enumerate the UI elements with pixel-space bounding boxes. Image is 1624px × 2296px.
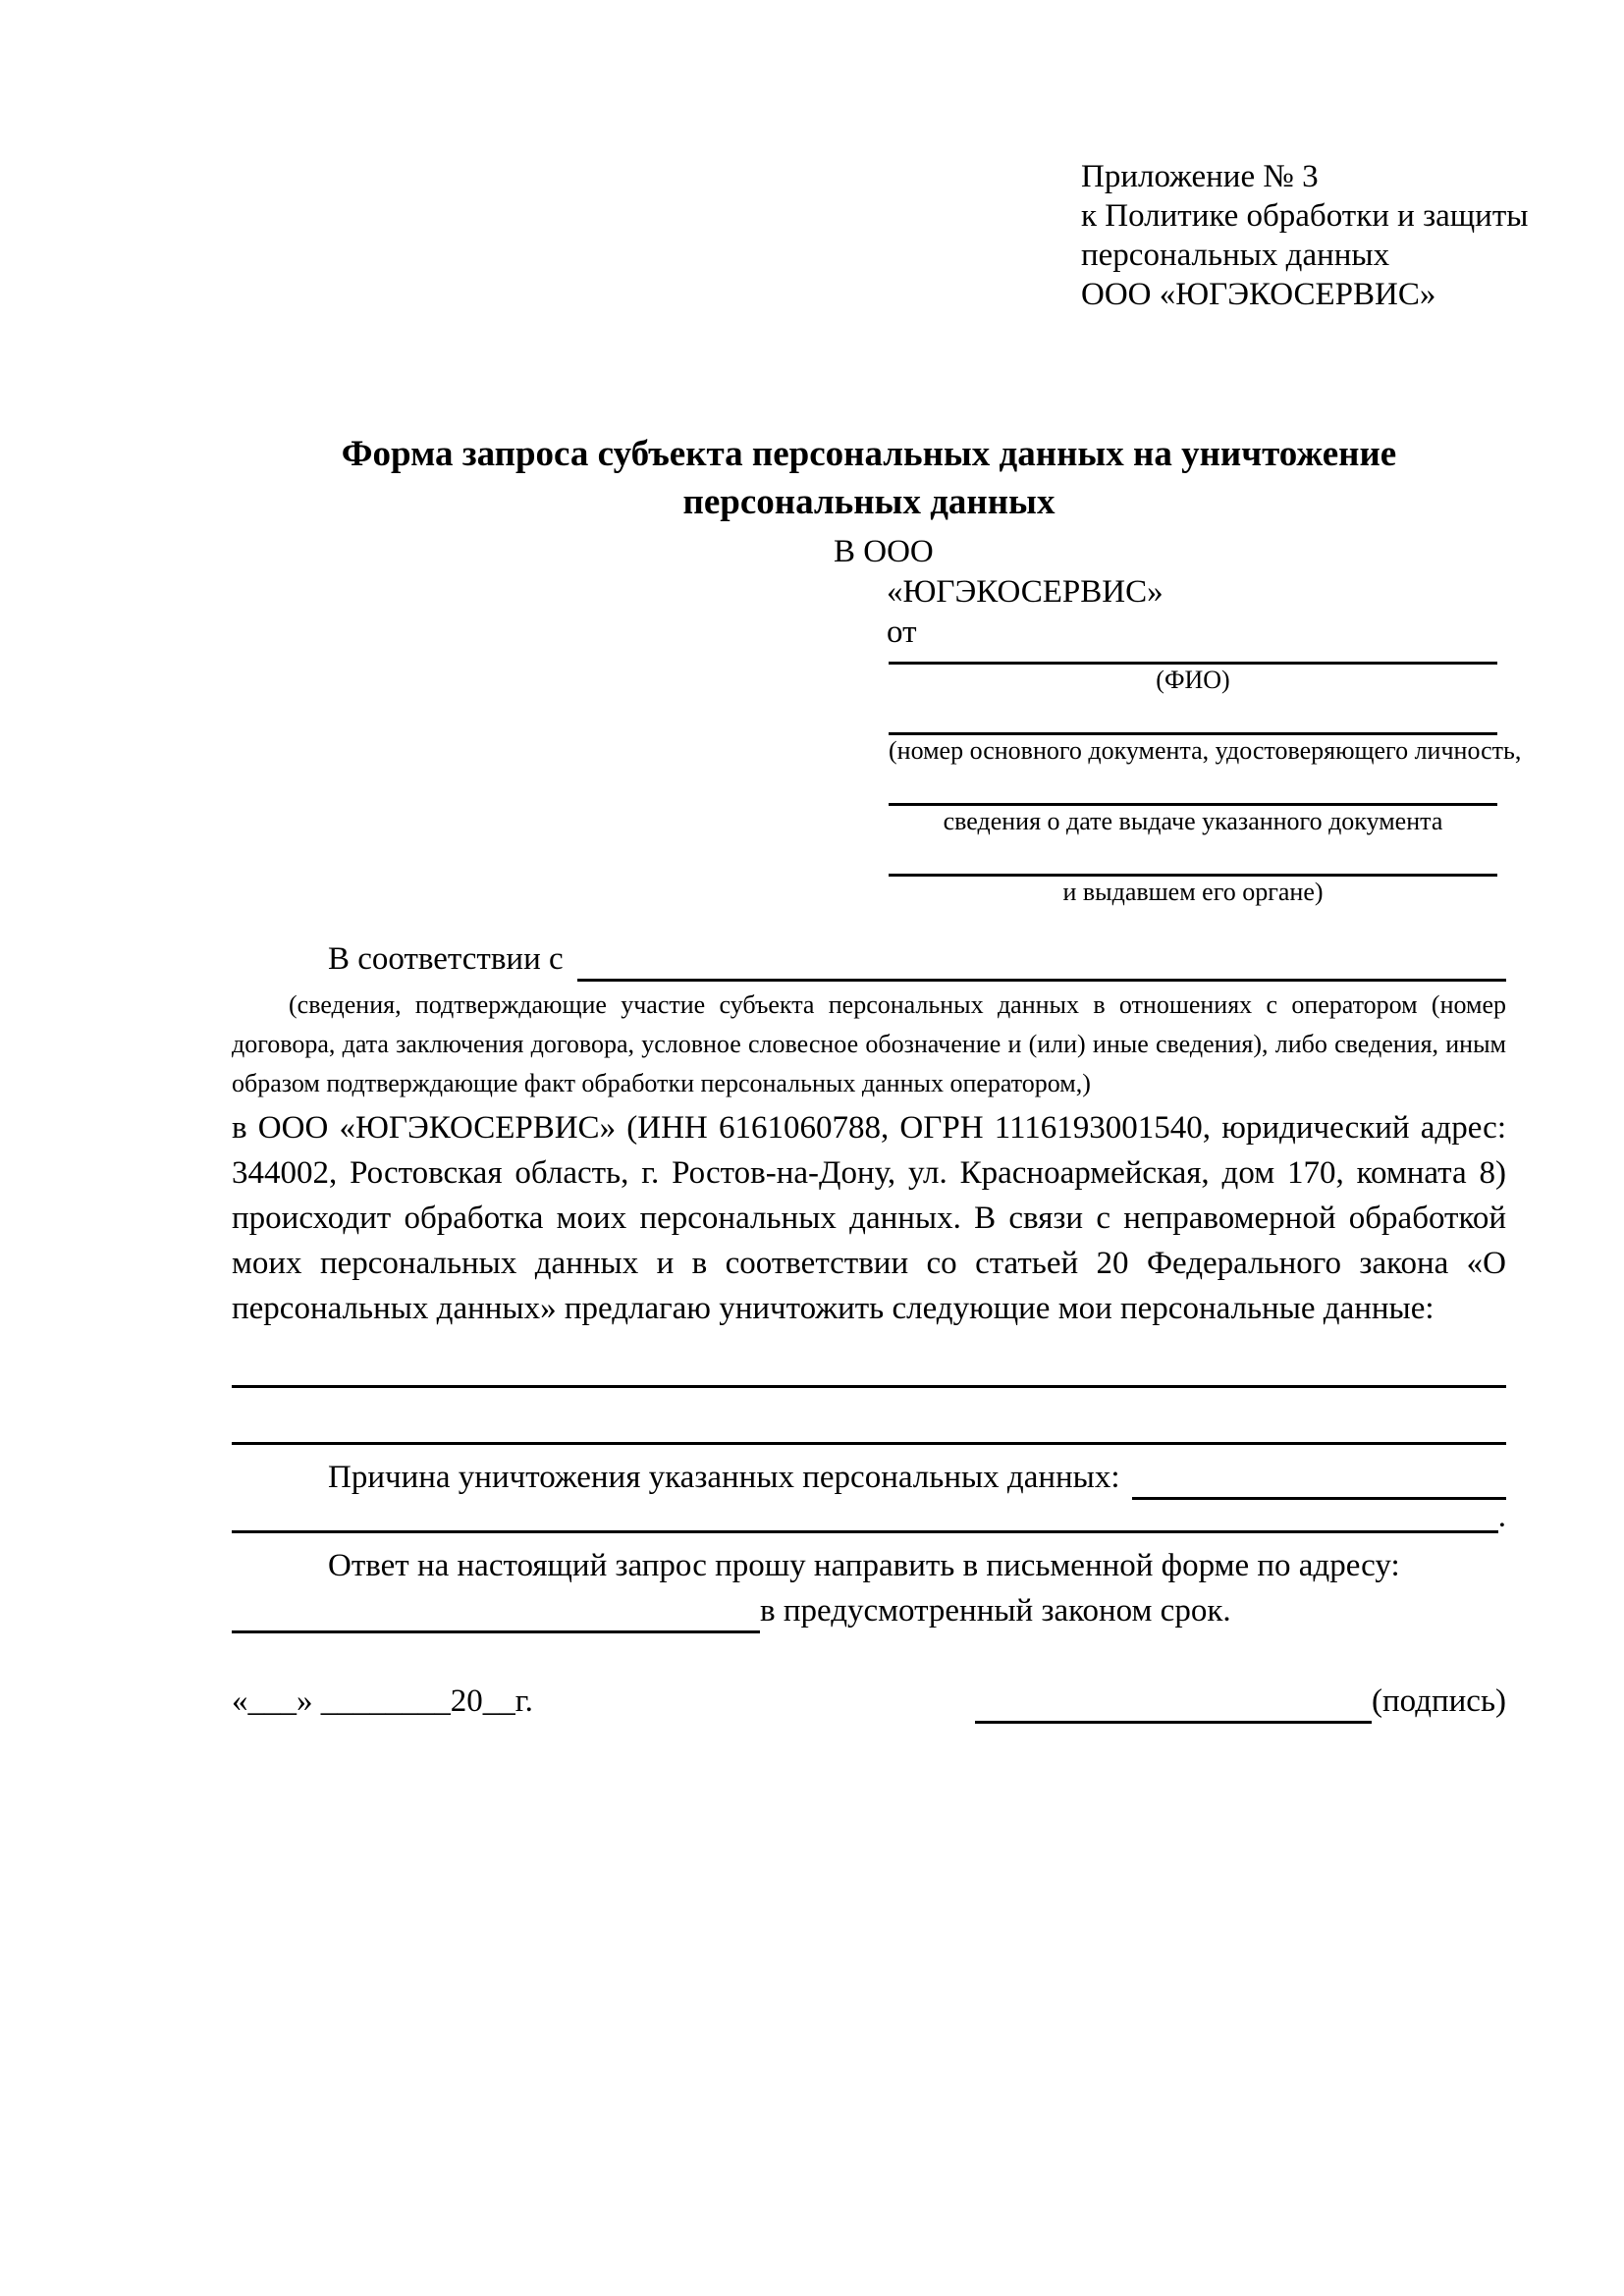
accordance-row xyxy=(232,936,1506,982)
reason-continuation-row xyxy=(232,1500,1506,1533)
body-paragraph: в ООО «ЮГЭКОСЕРВИС» (ИНН 6161060788, ОГРН 1116193001540, юридический адрес: 344002, Ростовская область, г. Ростов-на-Дону, ул. Красноармейская, дом 170, комната 8) происходит обработка моих персональных данных. В связи с неправомерной обработкой моих персональных данных и в соответствии со статьей 20 Федерального закона «О персональных данных» предлагаю уничтожить следующие мои персональные данные: xyxy=(232,1110,1506,1326)
issuing-authority-blank-line xyxy=(889,836,1497,877)
appendix-header-line: к Политике обработки и защиты xyxy=(1081,198,1529,234)
addressee-org-name: «ЮГЭКОСЕРВИС» xyxy=(887,574,1164,610)
reason-row xyxy=(232,1455,1506,1500)
accordance-blank-line xyxy=(577,936,1506,982)
reason-blank-line xyxy=(1132,1455,1506,1500)
fio-blank-line xyxy=(889,653,1497,665)
signature-caption: (подпись) xyxy=(1372,1683,1506,1719)
fio-caption: (ФИО) xyxy=(1156,666,1230,694)
paragraph-indent xyxy=(232,1455,328,1500)
addressee-from-label: от xyxy=(887,614,917,650)
address-blank-line xyxy=(232,1593,760,1633)
data-blank-line-2 xyxy=(232,1388,1506,1445)
response-suffix: в предусмотренный законом срок. xyxy=(760,1593,1231,1629)
response-paragraph: Ответ на настоящий запрос прошу направить в письменной форме по адресу: xyxy=(328,1548,1400,1583)
appendix-header-line: Приложение № 3 xyxy=(1081,159,1319,194)
date-blank: «___» ________20__г. xyxy=(232,1683,533,1719)
signature-blank-line xyxy=(975,1683,1372,1724)
paragraph-indent xyxy=(232,936,328,982)
document-title: Форма запроса субъекта персональных данных на уничтожение персональных данных xyxy=(341,434,1397,522)
applicant-fields xyxy=(889,653,1522,907)
gap xyxy=(564,936,577,982)
accordance-lead: В соответствии с xyxy=(328,941,564,977)
signature-group xyxy=(975,1679,1506,1724)
appendix-header-line: персональных данных xyxy=(1081,238,1390,273)
appendix-header-line: ООО «ЮГЭКОСЕРВИС» xyxy=(1081,277,1436,312)
reason-blank-line-2 xyxy=(232,1530,1498,1533)
appendix-header xyxy=(1081,157,1529,314)
addressee-org-prefix: В ООО xyxy=(834,534,934,569)
issue-date-blank-line xyxy=(889,766,1497,806)
reason-label: Причина уничтожения указанных персональных данных: xyxy=(328,1460,1120,1495)
accordance-note: (сведения, подтверждающие участие субъекта персональных данных в отношениях с оператором (номер договора, дата заключения договора, условное словесное обозначение и (или) иные сведения), либо сведения, иным образом подтверждающие факт обработки персональных данных оператором,) xyxy=(232,990,1506,1097)
period-mark: . xyxy=(1497,1499,1506,1534)
document-number-caption: (номер основного документа, удостоверяющего личность, xyxy=(889,736,1522,765)
data-blank-line-1 xyxy=(232,1331,1506,1388)
gap xyxy=(1120,1455,1132,1500)
issue-date-caption: сведения о дате выдаче указанного документа xyxy=(943,807,1443,835)
response-address-row xyxy=(232,1588,1506,1633)
issuing-authority-caption: и выдавшем его органе) xyxy=(1062,878,1324,906)
signature-row xyxy=(232,1679,1506,1724)
document-number-blank-line xyxy=(889,695,1497,735)
